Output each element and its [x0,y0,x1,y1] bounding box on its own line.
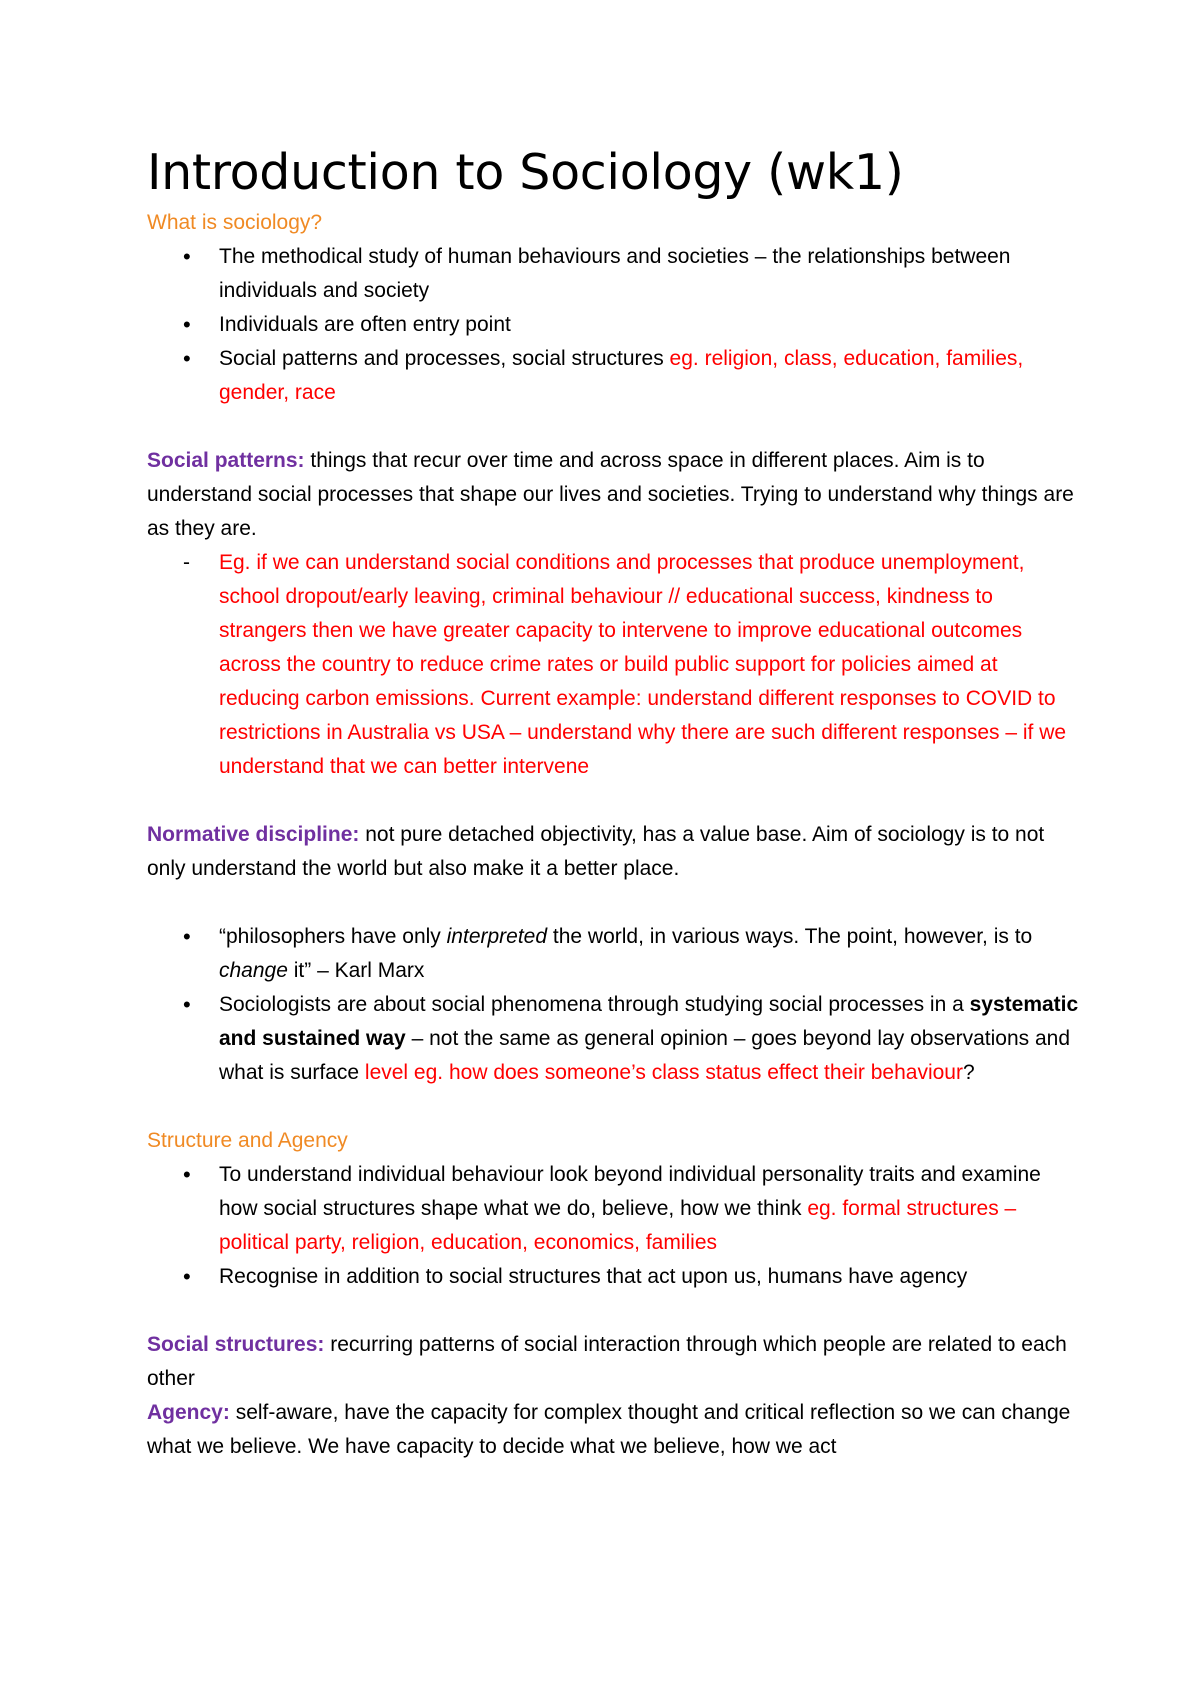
dash-icon [183,546,203,580]
spacer [147,1294,1080,1328]
paragraph-social-structures: Social structures: recurring patterns of social interaction through which people are related to each other [147,1333,1067,1390]
example-text: eg. religion, class, education, families, gender, race [219,347,1024,404]
example-text: Eg. if we can understand social conditions and processes that produce unemployment, school dropout/early leaving, criminal behaviour // educational success, kindness to strangers then we have greater capacity to intervene to improve educational outcomes across the country to reduce crime rates or build public support for policies aimed at reducing carbon emissions. Current example: understand different responses to COVID to restrictions in Australia vs USA – understand why there are such different responses – if we understand that we can better intervene [219,551,1067,778]
bullet-icon [183,342,203,377]
list-item [147,546,1080,784]
spacer [147,410,1080,444]
bullet-icon [183,920,203,955]
term-label: Social patterns: [147,449,305,472]
bullet-icon [183,1260,203,1295]
bullet-icon [183,308,203,343]
bullet-icon [183,240,203,275]
emphasis-text: systematic and sustained way [219,993,1079,1050]
list-item: • The methodical study of human behaviours and societies – the relationships between individuals and society [147,240,1080,308]
list-item: • Sociologists are about social phenomena through studying social processes in a systematic and sustained way – not the same as general opinion – goes beyond lay observations and what is surface level eg. how does someone’s class status effect their behaviour? [147,988,1080,1090]
section-heading-what-is-sociology: What is sociology? [147,211,323,234]
list-item: • To understand individual behaviour look beyond individual personality traits and examine how social structures shape what we do, believe, how we think eg. formal structures – political party, religion, education, economics, families [147,1158,1080,1260]
list-item: • Recognise in addition to social structures that act upon us, humans have agency [147,1260,1080,1294]
section-heading-structure-agency: Structure and Agency [147,1129,348,1152]
normative-discipline-list [147,920,1080,1090]
example-text: eg. formal structures – political party, religion, education, economics, families [219,1197,1017,1254]
document-title: Introduction to Sociology (wk1) [147,144,904,201]
paragraph-agency: Agency: self-aware, have the capacity for complex thought and critical reflection so we can change what we believe. We have capacity to decide what we believe, how we act [147,1401,1071,1458]
list-item: • Social patterns and processes, social structures eg. religion, class, education, families, gender, race [147,342,1080,410]
paragraph-social-patterns: Social patterns: things that recur over time and across space in different places. Aim is to understand social processes that shape our lives and societies. Trying to understand why things are as they are. [147,449,1074,540]
term-label: Agency: [147,1401,230,1424]
social-patterns-dash-list [147,546,1080,784]
structure-agency-list [147,1158,1080,1294]
term-label: Normative discipline: [147,823,360,846]
list-item: • “philosophers have only interpreted the world, in various ways. The point, however, is to change it” – Karl Marx [147,920,1080,988]
term-label: Social structures: [147,1333,325,1356]
bullet-icon [183,1158,203,1193]
example-text: level eg. how does someone’s class status effect their behaviour [364,1061,963,1084]
spacer [147,784,1080,818]
spacer [147,886,1080,920]
list-item: • Individuals are often entry point [147,308,1080,342]
bullet-icon [183,988,203,1023]
what-is-sociology-list [147,240,1080,410]
spacer [147,1090,1080,1124]
paragraph-normative-discipline: Normative discipline: not pure detached objectivity, has a value base. Aim of sociology is to not only understand the world but also make it a better place. [147,823,1045,880]
